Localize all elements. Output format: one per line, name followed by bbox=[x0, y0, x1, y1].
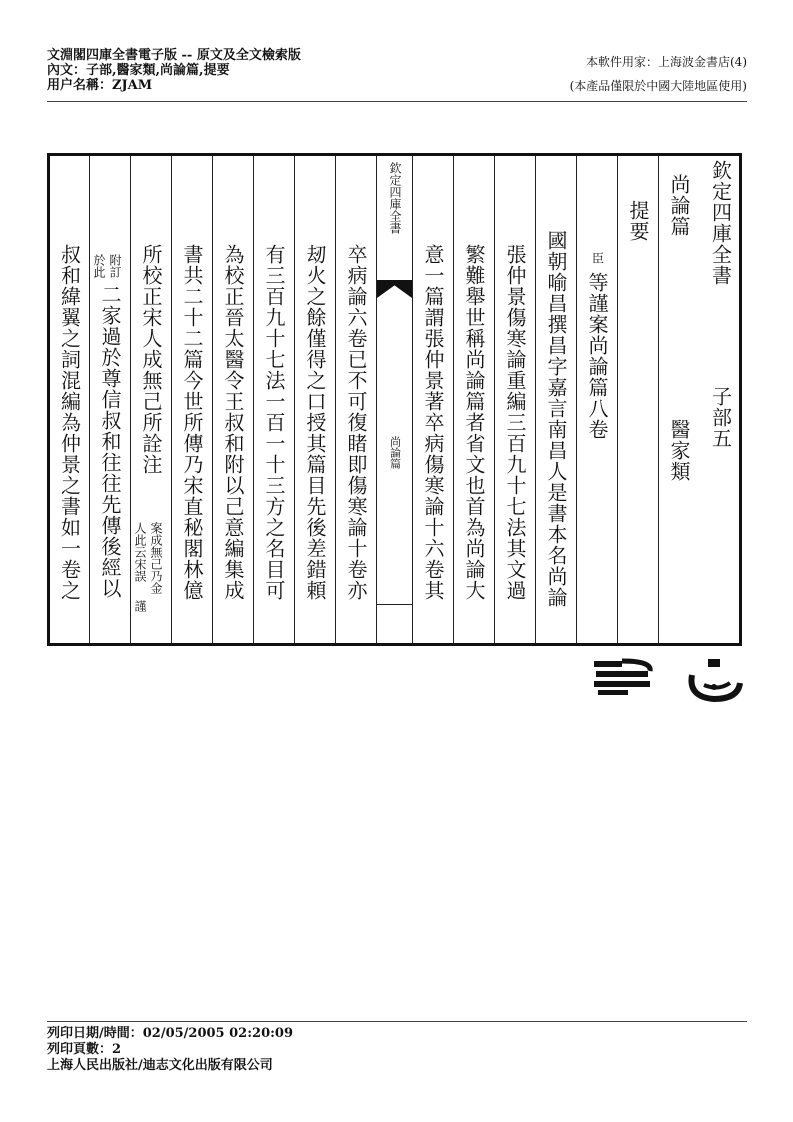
text-line: 書共二十二篇今世所傳乃宋直秘閣林億 bbox=[180, 244, 204, 601]
text-line: 國朝喻昌撰昌字嘉言南昌人是書本名尚論 bbox=[544, 230, 568, 608]
spine-divider bbox=[377, 604, 412, 605]
annotation-left: 人此云宋誤 bbox=[133, 522, 147, 582]
text-column-17 bbox=[50, 156, 89, 643]
text-line: 張仲景傷寒論重編三百九十七法其文過 bbox=[503, 244, 527, 601]
text-column-10 bbox=[335, 156, 376, 643]
footer-rule bbox=[47, 1021, 747, 1022]
text-column-1 bbox=[699, 156, 742, 643]
text-line: 叔和緯翼之詞混編為仲景之書如一卷之 bbox=[57, 244, 82, 601]
header-title: 文淵閣四庫全書電子版 -- 原文及全文檢索版 bbox=[47, 48, 301, 63]
page-frame bbox=[47, 153, 742, 646]
text-column-2 bbox=[658, 156, 699, 643]
text-line: 繁難舉世稱尚論篇者省文也首為尚論大 bbox=[462, 244, 486, 601]
text-column-11 bbox=[294, 156, 335, 643]
text-line: 等謹案尚論篇八卷 bbox=[585, 272, 609, 440]
header-rule bbox=[47, 101, 747, 102]
document-header bbox=[47, 48, 301, 93]
text-line: 意一篇謂張仲景著卒病傷寒論十六卷其 bbox=[421, 244, 445, 601]
text-line: 所校正宋人成無己所詮注 bbox=[139, 244, 163, 475]
header-content-path: 內文：子部,醫家類,尚論篇,提要 bbox=[47, 63, 230, 78]
text-column-7 bbox=[453, 156, 494, 643]
text-column-16 bbox=[89, 156, 130, 643]
header-username: 用户名稱：ZJAM bbox=[47, 78, 153, 93]
print-datetime: 列印日期/時間：02/05/2005 02:20:09 bbox=[47, 1026, 294, 1041]
text-column-6 bbox=[494, 156, 535, 643]
text-column-4 bbox=[576, 156, 617, 643]
text-column-3 bbox=[617, 156, 658, 643]
text-column-14 bbox=[171, 156, 212, 643]
annotation-left: 於此 bbox=[92, 254, 106, 278]
category-label: 醫家類 bbox=[667, 419, 691, 482]
text-line: 二家過於尊信叔和往往先傳後經以 bbox=[98, 284, 122, 599]
license-region: (本產品僅限於中國大陸地區使用) bbox=[569, 79, 747, 93]
text-line: 卒病論六卷已不可復睹即傷寒論十卷亦 bbox=[344, 244, 368, 601]
text-column-12 bbox=[253, 156, 294, 643]
text-column-8 bbox=[412, 156, 453, 643]
section-label: 子部五 bbox=[708, 386, 733, 449]
annotation-right: 附訂 bbox=[108, 254, 122, 278]
annotation-right: 案成無己乃金 bbox=[149, 522, 163, 594]
license-info bbox=[570, 50, 747, 98]
print-footer bbox=[47, 1026, 293, 1074]
center-spine bbox=[376, 156, 412, 643]
publisher-logo-mark bbox=[592, 657, 658, 699]
minister-mark: 臣 bbox=[590, 252, 605, 264]
spine-book-title: 欽定四庫全書 bbox=[388, 162, 402, 234]
license-user: 本軟件用家：上海波金書店(4) bbox=[586, 55, 747, 69]
text-column-13 bbox=[212, 156, 253, 643]
annotation-note: 謹 bbox=[133, 600, 147, 612]
text-line: 刼火之餘僅得之口授其篇目先後差錯頼 bbox=[303, 244, 327, 601]
text-line: 為校正晉太醫令王叔和附以己意編集成 bbox=[221, 244, 245, 601]
tiyao-heading: 提要 bbox=[626, 200, 650, 242]
work-title: 尚論篇 bbox=[667, 174, 691, 237]
spine-work-title: 尚論篇 bbox=[388, 436, 402, 469]
brand-seal-mark bbox=[684, 657, 746, 705]
fishtail-mark bbox=[377, 280, 412, 298]
text-column-15 bbox=[130, 156, 171, 643]
book-title: 欽定四庫全書 bbox=[708, 160, 733, 286]
publisher-credit: 上海人民出版社/迪志文化出版有限公司 bbox=[47, 1058, 273, 1073]
print-page-count: 列印頁數：2 bbox=[47, 1042, 122, 1057]
text-line: 有三百九十七法一百一十三方之名目可 bbox=[262, 244, 286, 601]
text-column-5 bbox=[535, 156, 576, 643]
